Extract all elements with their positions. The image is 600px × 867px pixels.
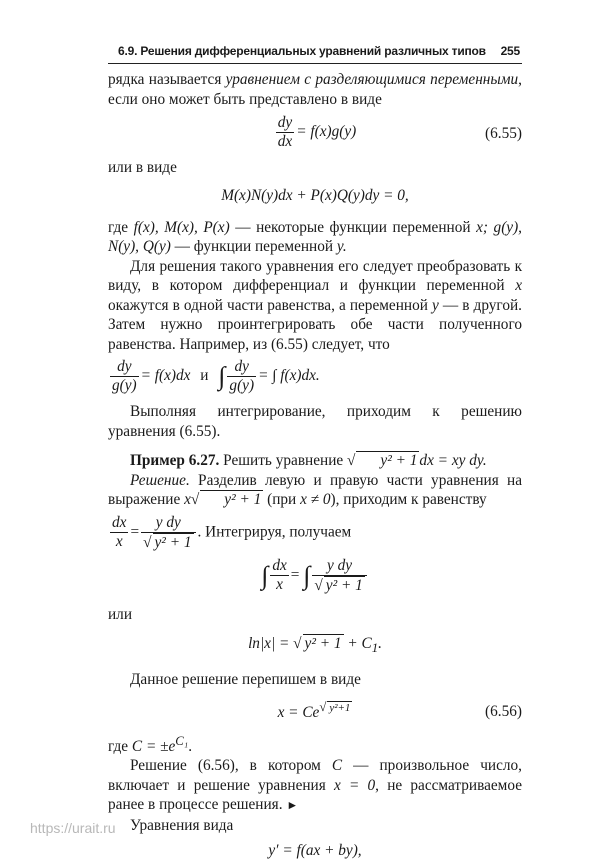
watermark: https://urait.ru <box>30 820 116 836</box>
equation-separated: $\frac{dy}{g(y)}$ = f(x)dx и ∫ $\frac{dy}{g(y)}$ = ∫ f(x)dx. <box>112 358 320 394</box>
example-label: Пример 6.27. <box>130 452 220 469</box>
equation-log: ln|x| = √ $y^2 + 1 + C_1$. <box>248 635 382 656</box>
equation-integrals: ∫ $\frac{dx}{x}$ = ∫ $\frac{\text{y dy}}{\text{√ y² + 1}}$ <box>108 557 522 601</box>
page-body <box>108 70 522 867</box>
equation-6-55: $\frac{dy}{dx}$ = f(x)g(y) (6.55) <box>277 114 522 150</box>
example-statement: Пример 6.27. Решить уравнение √ y² + 1 dx = xy dy. <box>130 452 487 469</box>
paragraph-or: или в виде <box>108 159 177 176</box>
running-header <box>118 44 520 58</box>
equation-number: (6.55) <box>485 125 522 142</box>
solution-paragraph: Решение. Разделив левую и правую части уравнения на выражение x√ y² + 1 (при x ≠ 0), приходим к равенству <box>108 471 522 508</box>
paragraph-final: Решение (6.56), в котором C — произвольное число, включает и решение уравнения x = 0, не рассматриваемое ранее в процессе решения. ► <box>108 757 522 814</box>
paragraph-eq-type: Уравнения вида <box>130 816 234 834</box>
paragraph-integration: Выполняя интегрирование, приходим к решению уравнения (6.55). <box>108 403 522 440</box>
equation-mn-form: M(x)N(y)dx + P(x)Q(y)dy = 0, <box>221 186 409 204</box>
solution-label: Решение. <box>130 471 190 489</box>
defined-term: уравнением с разделяющимися переменными <box>225 71 519 88</box>
equation-6-56: $x = Ce^{√ y^2+1}$ (6.56) <box>277 699 522 721</box>
header-rule <box>108 63 522 64</box>
paragraph-c-def: где $C = \pm e^{C_1}$. <box>108 733 193 755</box>
equation-number: (6.56) <box>485 702 522 720</box>
paragraph-method: Для решения такого уравнения его следует преобразовать к виду, в котором дифференциал и функции переменной x окажутся в одной части равенства, а переменной y — в другой. Затем нужно проинтегрировать обе части полученного равенства. Например, из (6.55) следует, что <box>108 257 522 353</box>
paragraph-where: где f(x), M(x), P(x) — некоторые функции переменной x; g(y), N(y), Q(y) — функции переменной y. <box>108 218 522 255</box>
paragraph-definition: рядка называется уравнением с разделяющимися переменными, если оно может быть представлено в виде <box>108 71 522 108</box>
equation-separated-example: $\frac{dx}{x}$ = $\frac{\text{y dy}}{\text{√ y² + 1}}$ . Интегрируя, получаем <box>112 513 352 551</box>
paragraph-rewrite: Данное решение перепишем в виде <box>130 671 361 688</box>
end-of-example-icon: ► <box>286 798 299 813</box>
page-number: 255 <box>500 44 520 58</box>
paragraph-or-2: или <box>108 605 133 623</box>
equation-linear-arg: y′ = f(ax + by), <box>268 842 362 860</box>
section-title: 6.9. Решения дифференциальных уравнений различных типов <box>118 44 486 58</box>
